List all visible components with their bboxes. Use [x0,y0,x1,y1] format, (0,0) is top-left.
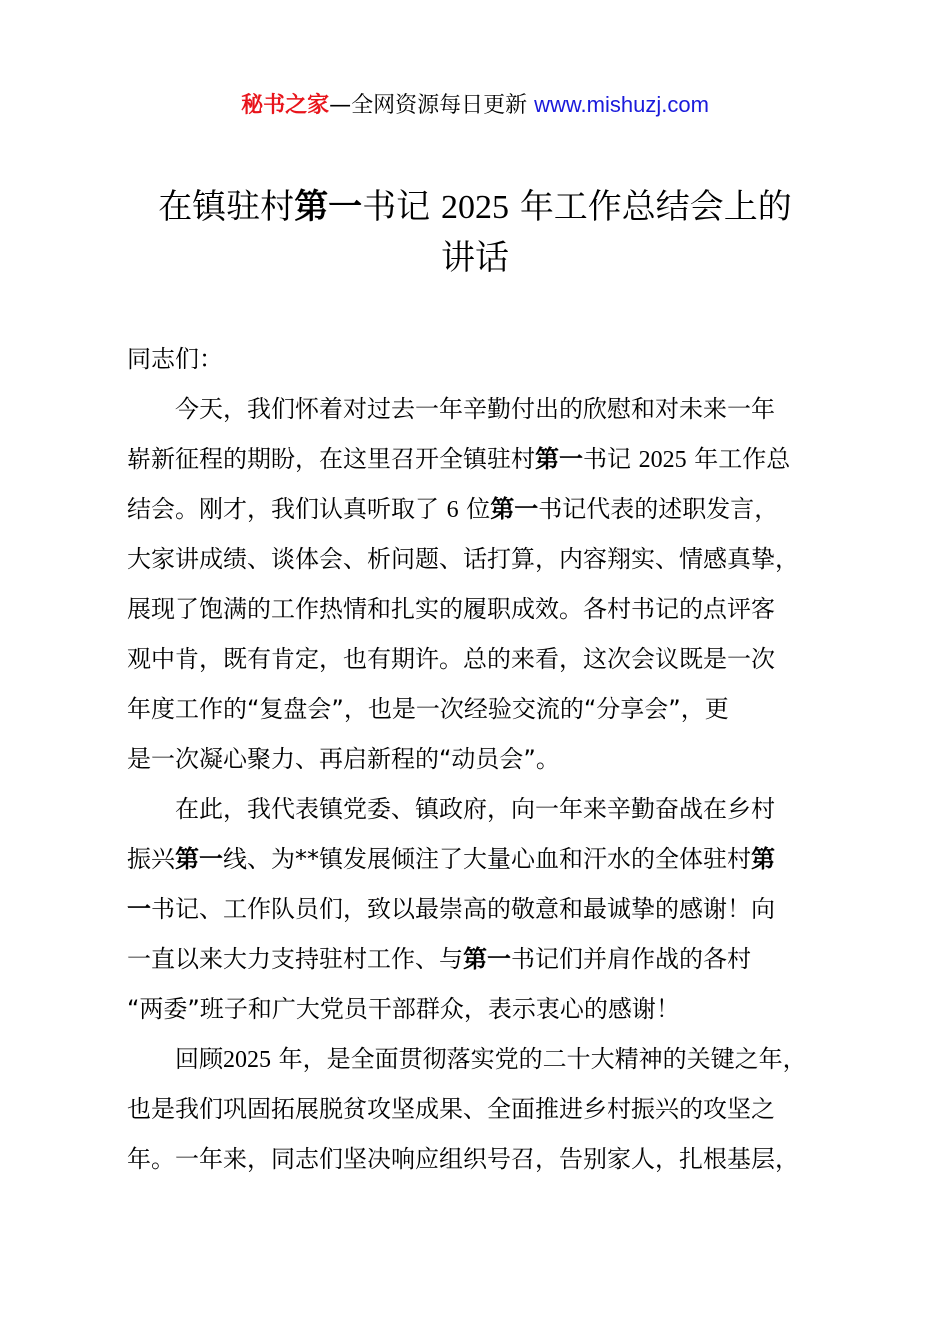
text-line [127,484,847,534]
bold-text: 第一 [463,945,511,973]
year-text: 2025 [638,447,687,473]
text-line: “两委”班子和广大党员干部群众，表示衷心的感谢！ [127,995,680,1023]
paragraph-1 [127,384,847,784]
document-title [0,182,950,283]
brand-name: 秘书之家 [241,93,330,118]
title-year: 2025 [441,189,509,226]
header-slogan: —全网资源每日更新 [329,93,528,118]
site-header [0,88,950,123]
text-line: 观中肯，既有肯定，也有期许。总的来看，这次会议既是一次 [127,645,775,673]
text-span: 结会。刚才，我们认真听取了 [127,495,439,523]
text-span: 书记代表的述职发言， [538,495,779,523]
bold-text: 第 [751,845,775,873]
salutation: 同志们： [127,345,223,373]
text-span: 位 [466,495,491,523]
document-body [127,334,847,1184]
text-line: 大家讲成绩、谈体会、析问题、话打算，内容翔实、情感真挚， [127,545,799,573]
text-span: 年工作总 [694,445,791,473]
text-line: 在此，我代表镇党委、镇政府，向一年来辛勤奋战在乡村 [175,795,775,823]
text-line [127,884,847,934]
bold-text: 第一 [535,445,583,473]
year-text: 2025 [223,1047,271,1073]
text-span: 线、为**镇发展倾注了大量心血和汗水的全体驻村 [223,845,751,873]
bold-text: 第一 [175,845,223,873]
text-span: 书记 [583,445,631,473]
text-line: 也是我们巩固拓展脱贫攻坚成果、全面推进乡村振兴的攻坚之 [127,1095,775,1123]
text-line: 今天，我们怀着对过去一年辛勤付出的欣慰和对未来一年 [175,395,775,423]
title-bold-text: 第一 [294,187,363,227]
text-line [127,934,847,984]
paragraph-3 [127,1034,847,1184]
bold-text: 一 [127,895,151,923]
title-text: 书记 [362,187,431,227]
text-span: 崭新征程的期盼，在这里召开全镇驻村 [127,445,535,473]
text-span: 一直以来大力支持驻村工作、与 [127,945,463,973]
text-span: 书记、工作队员们，致以最崇高的敬意和最诚挚的感谢！向 [151,895,775,923]
text-span: 书记们并肩作战的各村 [511,945,751,973]
bold-text: 第一 [490,495,539,523]
paragraph-2 [127,784,847,1034]
text-line [127,1034,847,1084]
text-line: 是一次凝心聚力、再启新程的“动员会”。 [127,745,560,773]
text-line: 展现了饱满的工作热情和扎实的履职成效。各村书记的点评客 [127,595,775,623]
text-span: 年，是全面贯彻落实党的二十大精神的关键之年， [278,1045,807,1073]
title-line-2: 讲话 [441,238,509,278]
text-line [127,434,847,484]
text-span: 回顾 [175,1045,223,1073]
text-span: 振兴 [127,845,175,873]
title-line-1 [0,182,950,233]
text-line [127,834,847,884]
text-line: 年。一年来，同志们坚决响应组织号召，告别家人，扎根基层， [127,1145,799,1173]
text-line: 年度工作的“复盘会”，也是一次经验交流的“分享会”，更 [127,695,729,723]
title-text: 在镇驻村 [158,187,295,227]
site-url-link[interactable]: www.mishuzj.com [534,92,709,117]
title-text: 年工作总结会上的 [519,187,792,227]
number-text: 6 [446,497,459,523]
